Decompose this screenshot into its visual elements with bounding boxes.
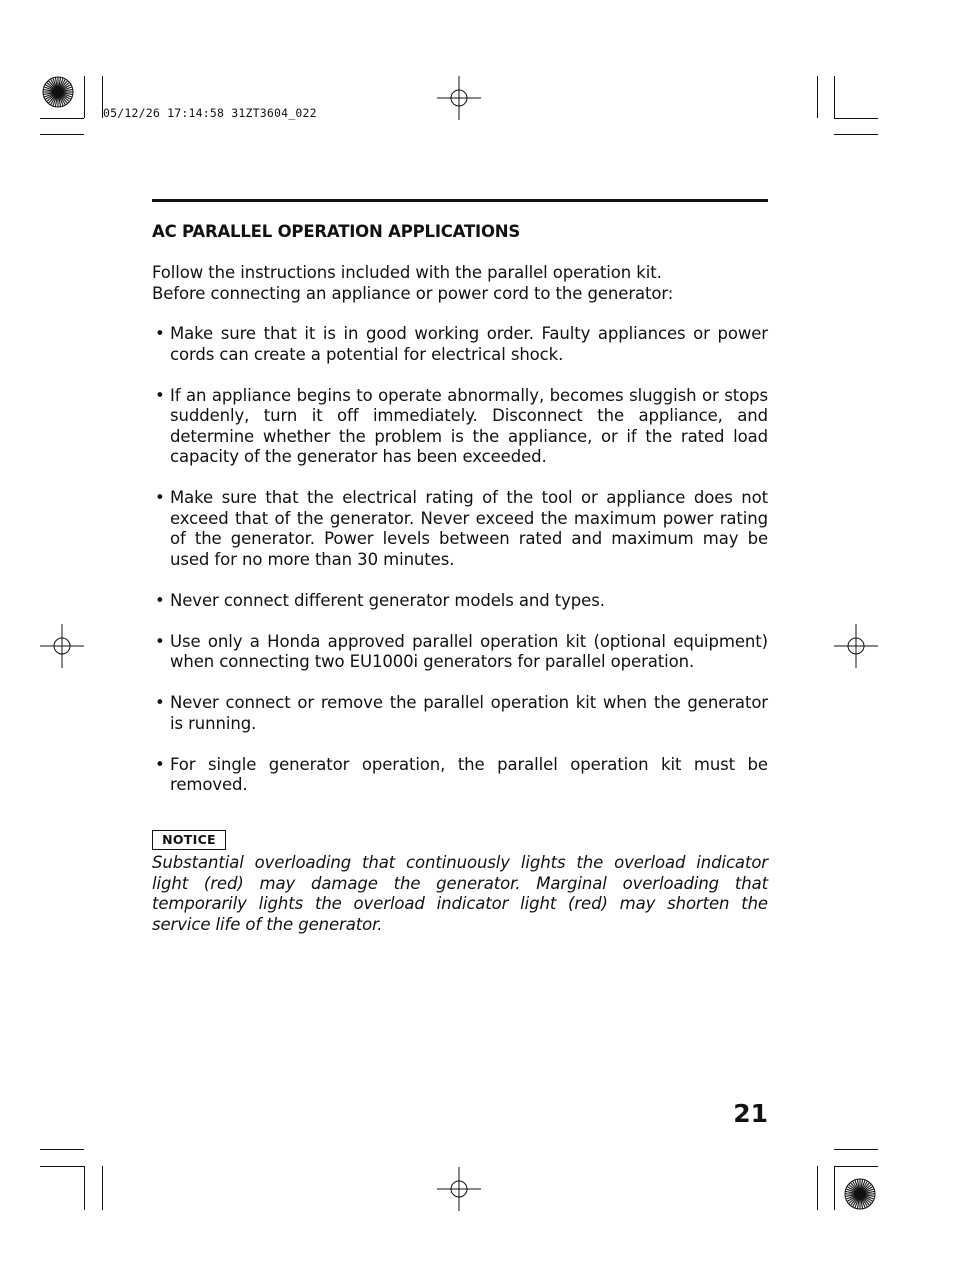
list-item-text: Never connect different generator models and types. [170, 590, 605, 610]
crosshair-registration-icon [40, 624, 84, 668]
print-timestamp: 05/12/26 17:14:58 31ZT3604_022 [103, 106, 317, 120]
list-item-text: If an appliance begins to operate abnormally, becomes sluggish or stops suddenly, turn it off immediately. Disconnect the appliance, and determine whether the problem is the appliance, or if the rated load capacity of the generator has been exceeded. [170, 385, 768, 466]
starburst-registration-icon [42, 76, 74, 108]
page-number: 21 [733, 1099, 768, 1128]
bullet-icon: • [155, 631, 165, 651]
crosshair-registration-icon [437, 1167, 481, 1211]
intro-line: Before connecting an appliance or power cord to the generator: [152, 283, 674, 303]
list-item [152, 386, 768, 468]
bullet-icon: • [155, 324, 165, 343]
crosshair-registration-icon [834, 624, 878, 668]
starburst-registration-icon [844, 1178, 876, 1210]
list-item [152, 632, 768, 673]
section-heading: AC PARALLEL OPERATION APPLICATIONS [152, 222, 521, 241]
precaution-list [152, 324, 768, 816]
bullet-icon: • [155, 590, 165, 610]
crosshair-registration-icon [437, 76, 481, 120]
bullet-icon: • [155, 693, 165, 712]
list-item [152, 693, 768, 734]
list-item-text: Make sure that it is in good working order. Faulty appliances or power cords can create a potential for electrical shock. [170, 324, 768, 364]
bullet-icon: • [155, 754, 165, 774]
notice-label: NOTICE [152, 830, 226, 850]
list-item [152, 755, 768, 796]
notice-text: Substantial overloading that continuously lights the overload indicator light (red) may damage the generator. Marginal overloading that temporarily lights the overload indicator light (red) may shorten the service life of the generator. [152, 853, 768, 934]
list-item-text: Never connect or remove the parallel operation kit when the generator is running. [170, 693, 768, 733]
section-rule [152, 199, 768, 202]
list-item [152, 488, 768, 570]
intro-line: Follow the instructions included with the parallel operation kit. [152, 263, 662, 282]
list-item-text: Make sure that the electrical rating of the tool or appliance does not exceed that of the generator. Never exceed the maximum power rating of the generator. Power levels between rated and maximum may be used for no more than 30 minutes. [170, 488, 768, 569]
list-item-text: For single generator operation, the parallel operation kit must be removed. [170, 754, 768, 794]
list-item [152, 324, 768, 365]
list-item-text: Use only a Honda approved parallel operation kit (optional equipment) when connecting two EU1000i generators for parallel operation. [170, 631, 768, 671]
bullet-icon: • [155, 385, 165, 405]
intro-paragraph [152, 263, 768, 304]
bullet-icon: • [155, 488, 165, 507]
list-item [152, 591, 768, 612]
